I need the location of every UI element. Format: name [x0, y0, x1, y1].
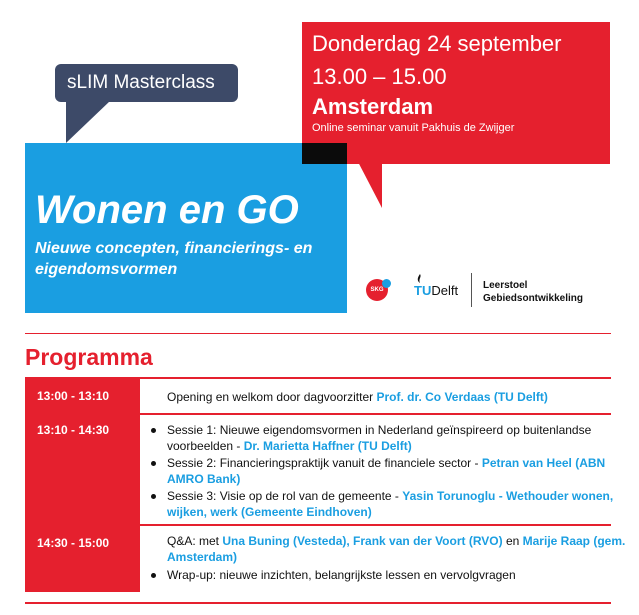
agenda-text: en: [502, 534, 523, 548]
agenda-text: Sessie 1: Nieuwe eigendomsvormen in Nederland geïnspireerd op buitenlandse: [167, 423, 592, 437]
speaker-name: Petran van Heel (ABN: [481, 456, 606, 470]
event-city: Amsterdam: [312, 94, 434, 119]
speaker-name: Yasin Torunoglu - Wethouder wonen,: [402, 489, 614, 503]
logo-divider: [471, 273, 472, 307]
event-time: 13.00 – 15.00: [312, 64, 447, 89]
time-slot: 13:00 - 13:10: [25, 379, 140, 413]
speaker-name: Dr. Marietta Haffner (TU Delft): [243, 439, 412, 453]
agenda-text: Q&A: met: [167, 534, 223, 548]
list-item: [167, 422, 607, 454]
masterclass-badge: [55, 64, 238, 102]
event-info-speech-tail: [356, 158, 382, 208]
flame-icon: [414, 274, 426, 284]
bullet-icon: [151, 494, 156, 499]
table-rule: [25, 602, 611, 604]
skg-logo-text: SKG: [370, 287, 384, 293]
tudelft-logo-prefix: TU: [414, 283, 432, 298]
badge-speech-tail: [66, 101, 110, 143]
leerstoel-line1: Leerstoel: [483, 280, 528, 291]
list-item: [167, 567, 516, 583]
speaker-name: AMRO Bank): [167, 472, 241, 486]
programma-heading: Programma: [25, 344, 153, 370]
leerstoel-line2: Gebiedsontwikkeling: [483, 293, 584, 304]
speaker-name: Marije Raap (gem.: [522, 534, 626, 548]
page-subtitle: Nieuwe concepten, financierings- en eigendomsvormen: [35, 240, 313, 278]
event-date: Donderdag 24 september: [312, 31, 562, 56]
masterclass-badge-label: sLIM Masterclass: [67, 72, 215, 93]
tudelft-logo-suffix: Delft: [431, 283, 459, 298]
list-item: [167, 455, 612, 487]
bullet-icon: [151, 461, 156, 466]
agenda-text: Sessie 2: Financieringspraktijk vanuit de financiele sector -: [167, 456, 482, 470]
agenda-text: voorbeelden -: [167, 439, 244, 453]
agenda-text: Opening en welkom door dagvoorzitter: [167, 390, 377, 404]
list-item: [167, 488, 612, 520]
agenda-text: Sessie 3: Visie op de rol van de gemeente -: [167, 489, 403, 503]
speaker-name: wijken, werk (Gemeente Eindhoven): [167, 505, 372, 519]
tudelft-logo: [414, 283, 458, 298]
list-item: [167, 533, 626, 565]
section-divider: [25, 333, 611, 334]
bullet-icon: [151, 428, 156, 433]
page-title: Wonen en GO: [35, 188, 299, 232]
time-slot: 14:30 - 15:00: [25, 526, 140, 592]
skg-logo-dot: [382, 279, 391, 288]
table-row: [167, 389, 548, 405]
speaker-name: Prof. dr. Co Verdaas (TU Delft): [376, 390, 548, 404]
agenda-text: Wrap-up: nieuwe inzichten, belangrijkste lessen en vervolgvragen: [167, 568, 516, 582]
speaker-name: Amsterdam): [167, 550, 238, 564]
speaker-name: Una Buning (Vesteda), Frank van der Voort (RVO): [222, 534, 503, 548]
time-slot: 13:10 - 14:30: [25, 415, 140, 524]
leerstoel-logo: [483, 279, 613, 305]
event-online-note: Online seminar vanuit Pakhuis de Zwijger: [312, 122, 515, 134]
bullet-icon: [151, 573, 156, 578]
overlap-square: [302, 143, 347, 164]
